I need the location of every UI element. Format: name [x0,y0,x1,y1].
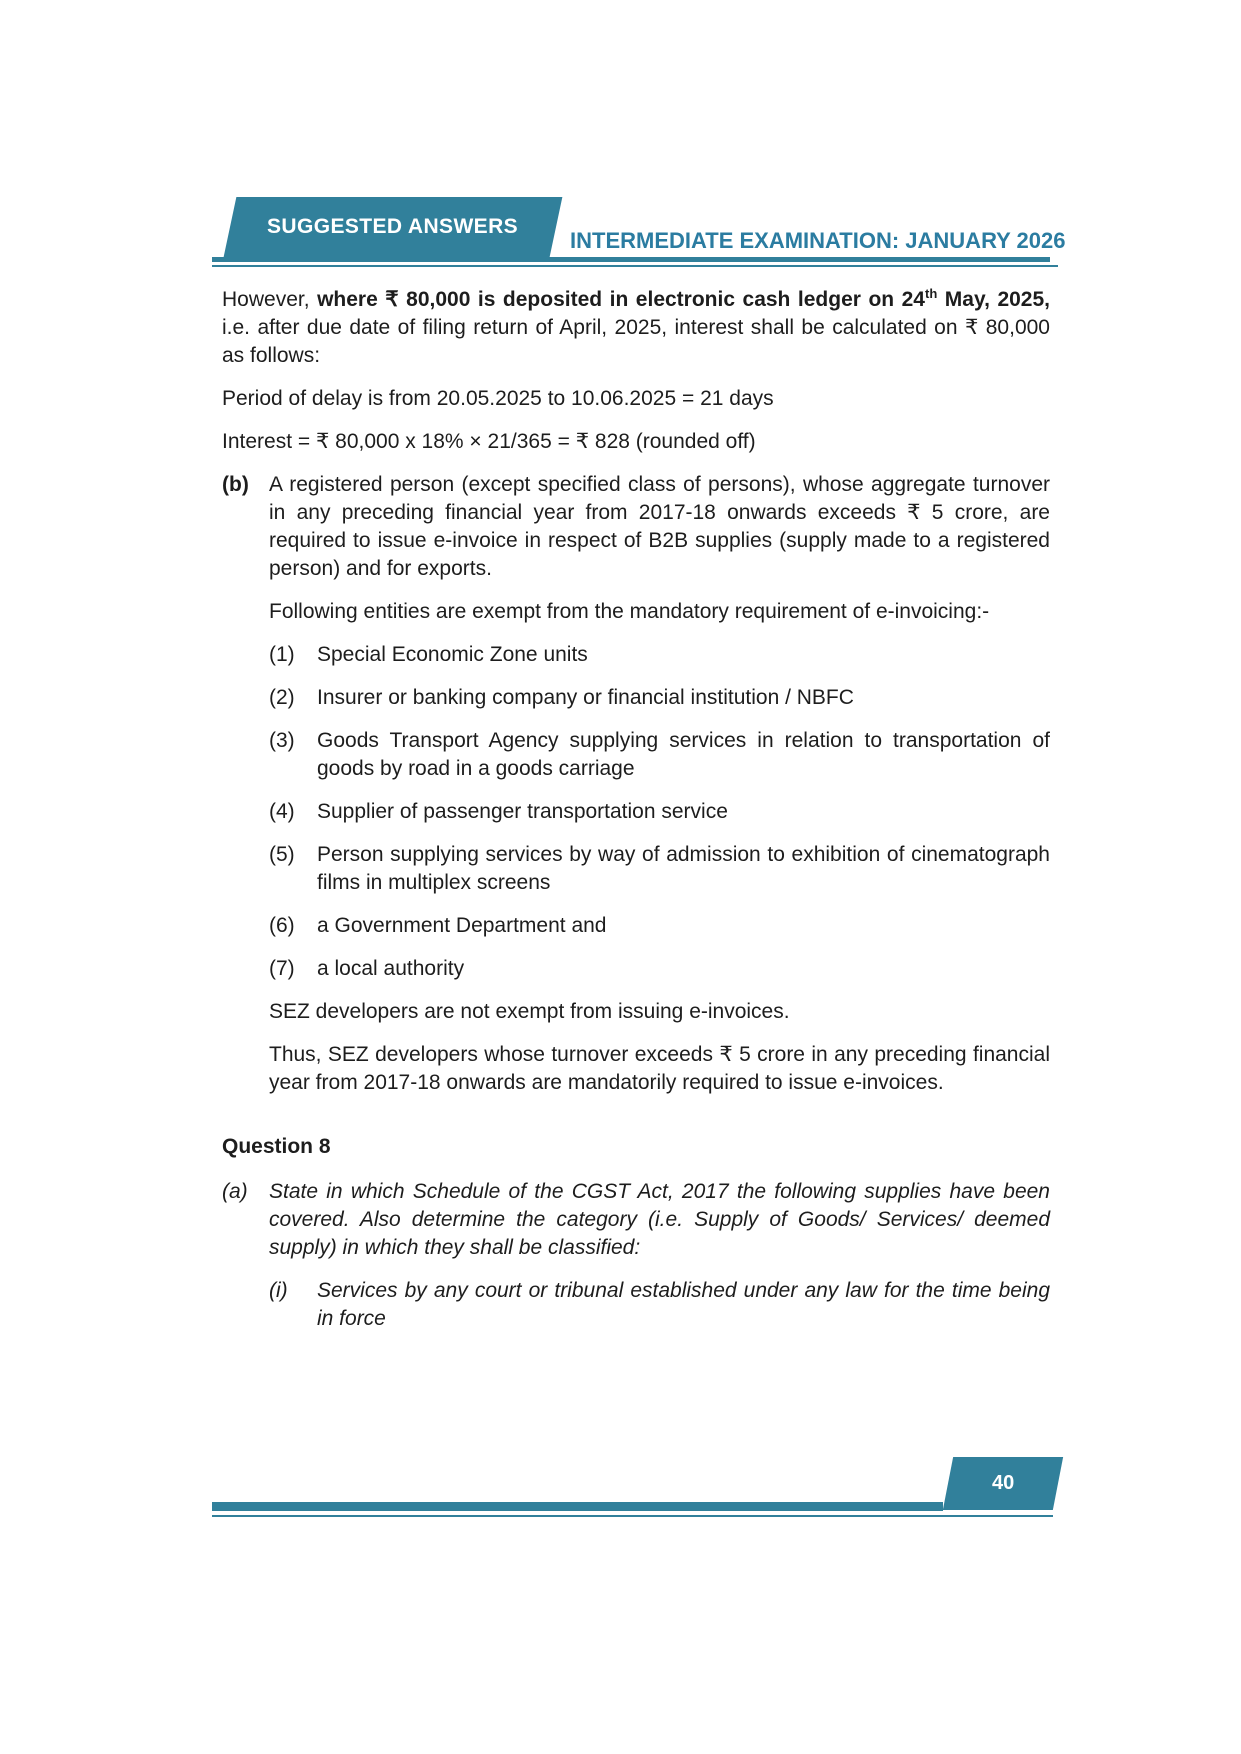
page-number-badge [943,1457,1063,1510]
question-item-a [222,1178,1050,1348]
list-item [269,641,1050,669]
item-label: (b) [222,473,249,496]
item-body [269,1178,1050,1348]
paragraph-exempt-intro: Following entities are exempt from the mandatory requirement of e-invoicing:- [269,600,990,623]
paragraph-einvoice-rule: A registered person (except specified class of persons), whose aggregate turnover in any preceding financial year from 2017-18 onwards exceeds ₹ 5 crore, are required to issue e-invoice in respect of B2B supplies (supply made to a registered person) and for exports. [269,473,1050,580]
list-item [269,684,1050,712]
list-text: Supplier of passenger transportation service [317,800,728,823]
header-rule-thin [212,265,1058,267]
item-label: (a) [222,1180,248,1203]
footer-rule-thick [212,1502,943,1511]
paragraph-question-a: State in which Schedule of the CGST Act, 2017 the following supplies have been covered. Also determine the category (i.e. Supply of Goods/ Services/ deemed supply) in which they shall be classified: [269,1180,1050,1259]
list-text: Special Economic Zone units [317,643,588,666]
banner-label: SUGGESTED ANSWERS [267,215,519,238]
list-text: a local authority [317,957,465,980]
list-number: (1) [269,643,295,666]
list-text: a Government Department and [317,914,607,937]
list-number: (4) [269,800,295,823]
list-item [269,912,1050,940]
paragraph-period-of-delay: Period of delay is from 20.05.2025 to 10.06.2025 = 21 days [222,387,774,410]
list-text: Insurer or banking company or financial institution / NBFC [317,686,854,709]
list-item [269,841,1050,897]
question-8-heading: Question 8 [222,1135,331,1158]
suggested-answers-banner [224,197,563,257]
paragraph-sez-thus: Thus, SEZ developers whose turnover exceeds ₹ 5 crore in any preceding financial year from 2017-18 onwards are mandatorily required to issue e-invoices. [269,1043,1050,1094]
header-rule-thick [212,257,1050,262]
list-item [269,1277,1050,1333]
list-number: (5) [269,843,295,866]
list-text: Person supplying services by way of admission to exhibition of cinematograph films in multiplex screens [317,843,1050,894]
page-number: 40 [991,1472,1015,1494]
footer-rule-thin [212,1515,1053,1517]
ordinal-superscript: th [924,286,938,301]
list-number: (i) [269,1279,288,1302]
list-number: (6) [269,914,295,937]
answer-item-b [222,471,1050,1112]
paragraph-sez-not-exempt: SEZ developers are not exempt from issuing e-invoices. [269,1000,790,1023]
list-number: (7) [269,957,295,980]
list-number: (2) [269,686,295,709]
item-body [269,471,1050,1112]
list-item [269,727,1050,783]
list-number: (3) [269,729,295,752]
text-run: i.e. after due date of filing return of April, 2025, interest shall be calculated on ₹ 80,000 as follows: [222,316,1050,367]
list-item [269,955,1050,983]
list-text: Services by any court or tribunal established under any law for the time being in force [317,1279,1050,1330]
paragraph-interest-formula: Interest = ₹ 80,000 x 18% × 21/365 = ₹ 828 (rounded off) [222,430,756,453]
text-run-bold: where ₹ 80,000 is deposited in electronic cash ledger on 24th May, 2025, [317,286,1050,311]
list-text: Goods Transport Agency supplying services in relation to transportation of goods by road in a goods carriage [317,729,1050,780]
document-body [222,286,1050,1363]
list-item [269,798,1050,826]
paragraph-interest-intro [222,286,1050,370]
page-title: INTERMEDIATE EXAMINATION: JANUARY 2026 [570,228,1066,253]
text-run: However, [222,288,318,311]
